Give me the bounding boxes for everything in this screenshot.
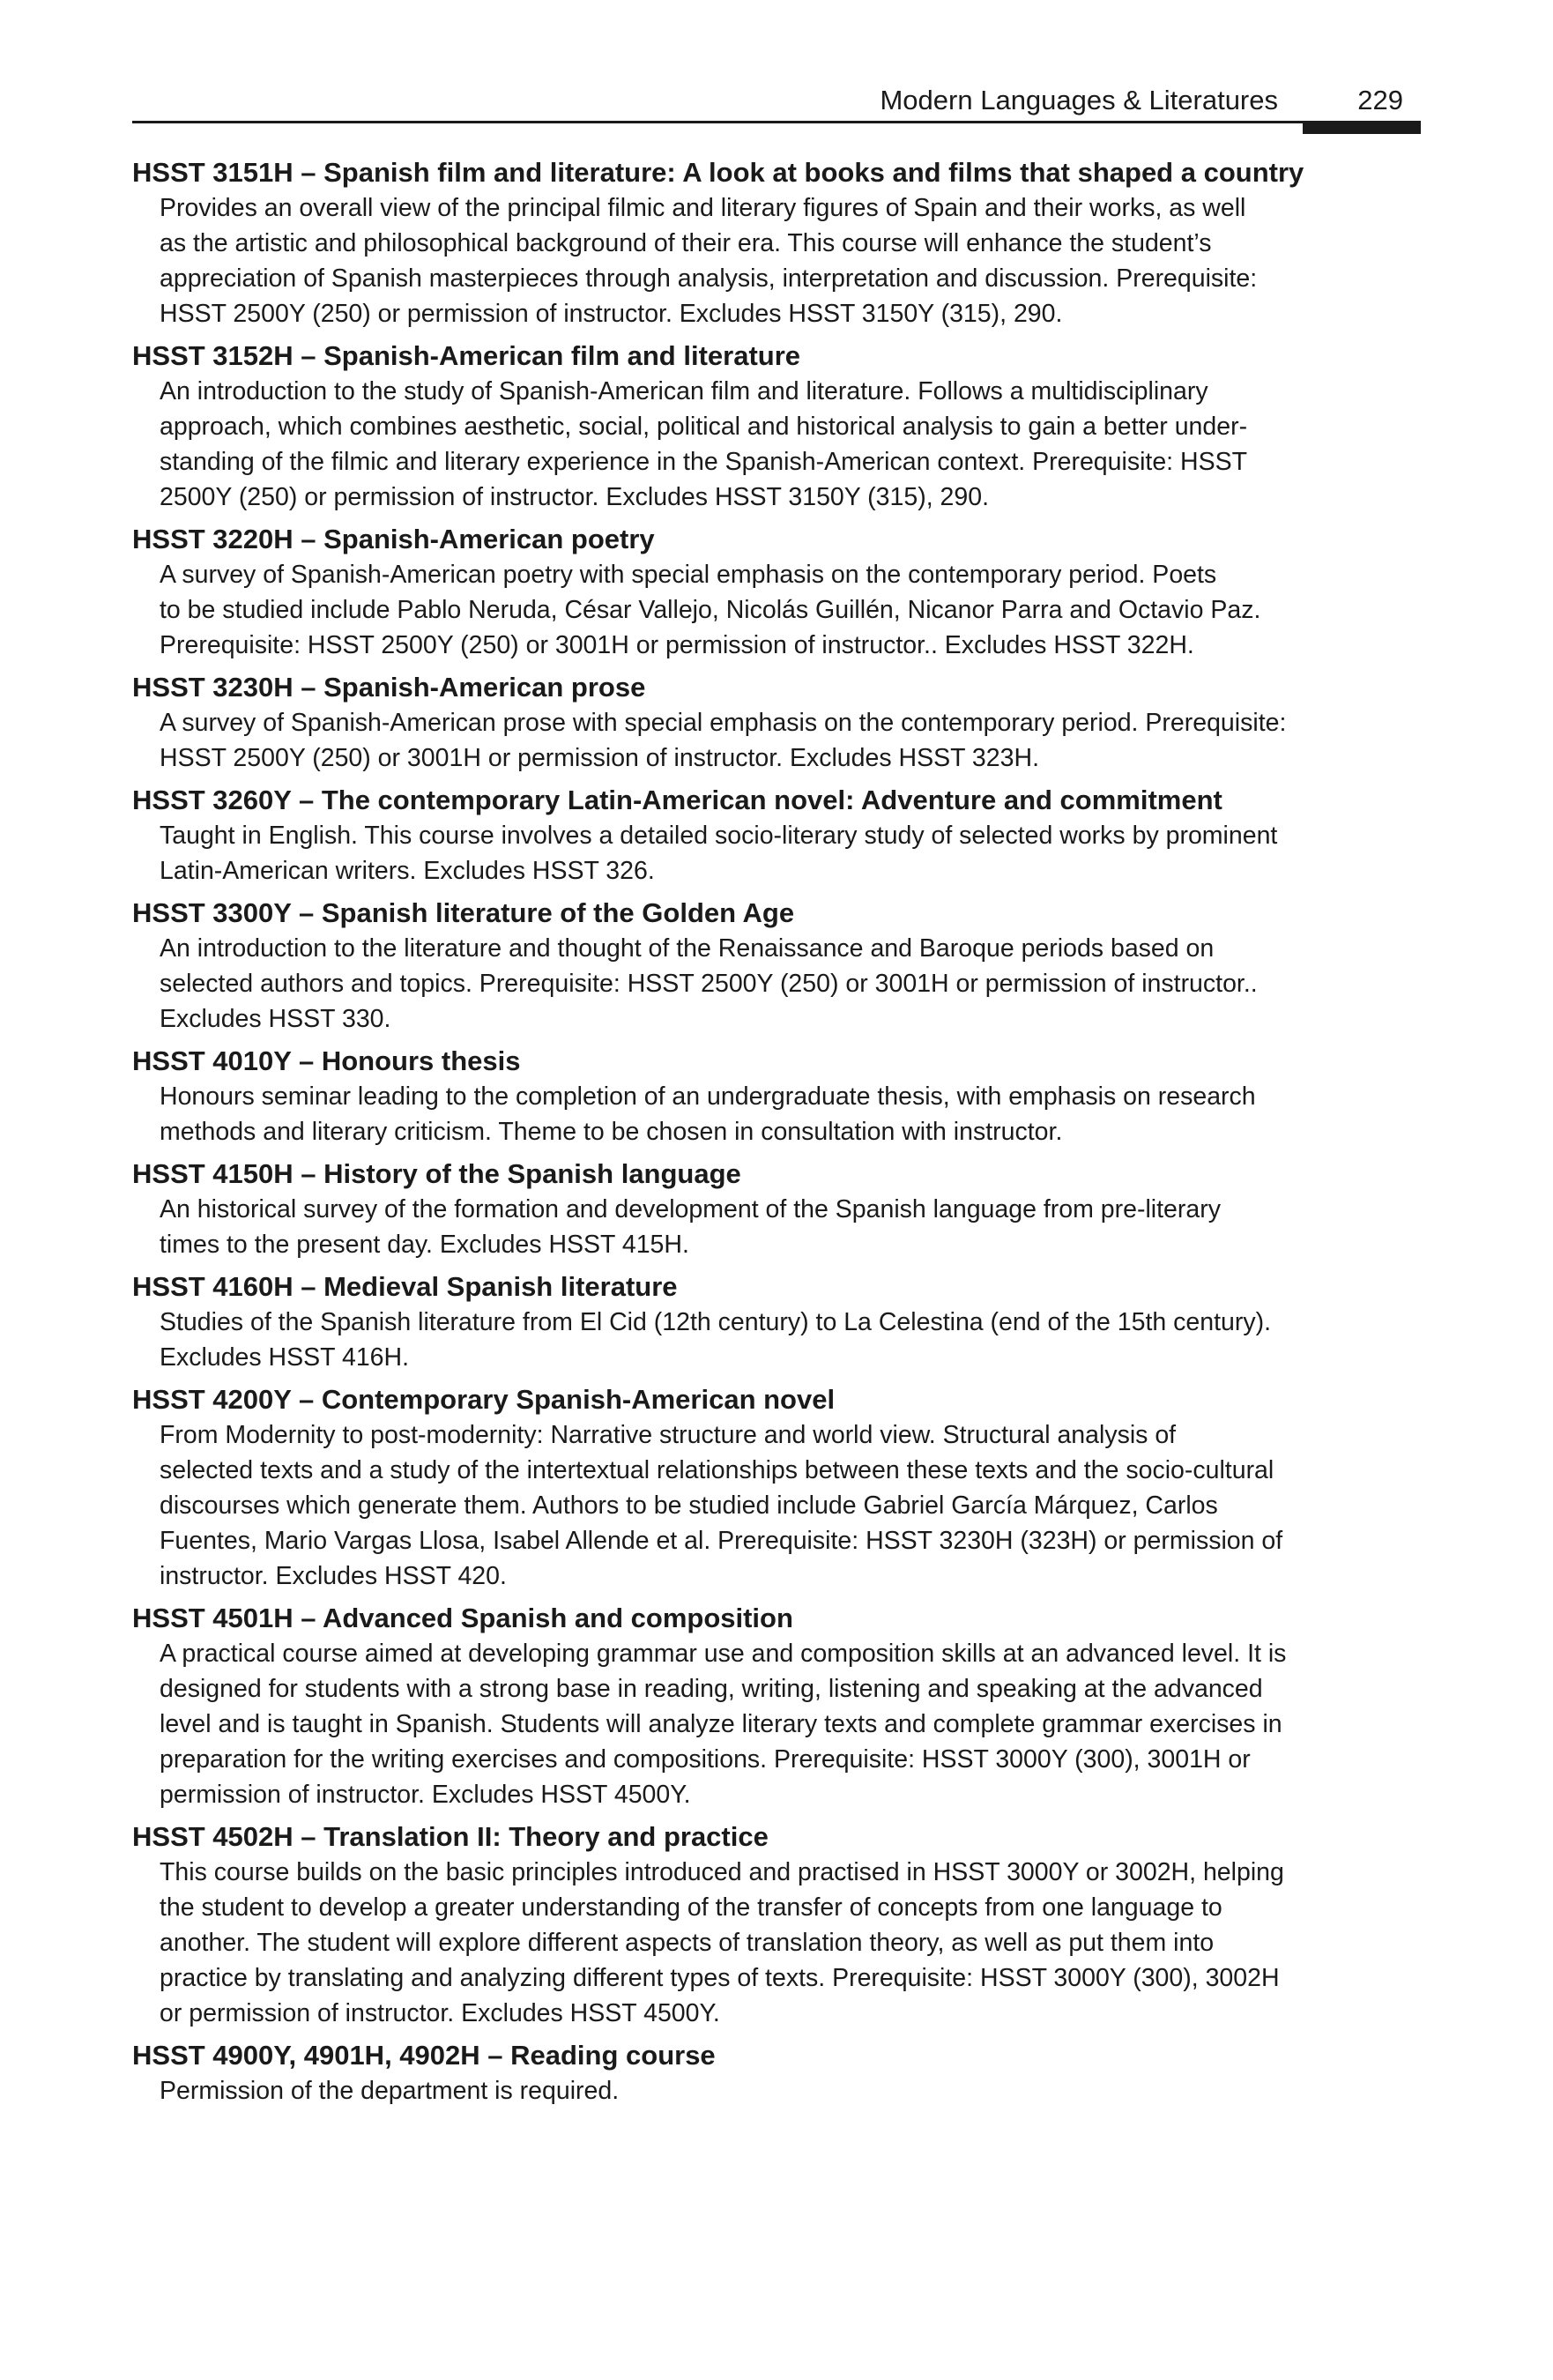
course-title: HSST 4010Y – Honours thesis <box>132 1045 521 1076</box>
course-title: HSST 4502H – Translation II: Theory and practice <box>132 1821 769 1852</box>
course-entry <box>132 1269 1421 1375</box>
course-description: A survey of Spanish-American poetry with special emphasis on the contemporary period. Poets to be studied include Pablo Neruda, César Vallejo, Nicolás Guillén, Nicanor Parra and Octavio Paz. Prerequisite: HSST 2500Y (250) or 3001H or permission of instructor.. Excludes HSST 322H. <box>160 561 1261 659</box>
course-title: HSST 4150H – History of the Spanish language <box>132 1158 741 1189</box>
course-description: Permission of the department is required. <box>160 2077 620 2105</box>
course-entry <box>132 1157 1421 1262</box>
header-rule <box>132 121 1421 123</box>
course-title: HSST 3260Y – The contemporary Latin-American novel: Adventure and commitment <box>132 785 1222 815</box>
page-header <box>132 81 1421 120</box>
course-entry <box>132 2038 1421 2109</box>
course-description: Provides an overall view of the principal filmic and literary figures of Spain and their works, as well as the artistic and philosophical background of their era. This course will enhance the student’s appreciation of Spanish masterpieces through analysis, interpretation and discussion. Prerequisite: HSST 2500Y (250) or permission of instructor. Excludes HSST 3150Y (315), 290. <box>160 194 1258 328</box>
course-description: An introduction to the literature and thought of the Renaissance and Baroque periods based on selected authors and topics. Prerequisite: HSST 2500Y (250) or 3001H or permission of instructor.. Excludes HSST 330. <box>160 934 1258 1033</box>
course-title: HSST 4200Y – Contemporary Spanish-American novel <box>132 1384 836 1415</box>
course-entry <box>132 1044 1421 1149</box>
course-description: This course builds on the basic principles introduced and practised in HSST 3000Y or 3002H, helping the student to develop a greater understanding of the transfer of concepts from one language to another. The student will explore different aspects of translation theory, as well as put them into practice by translating and analyzing different types of texts. Prerequisite: HSST 3000Y (300), 3002H or permission of instructor. Excludes HSST 4500Y. <box>160 1858 1284 2027</box>
page-number: 229 <box>1357 85 1403 115</box>
course-description: An introduction to the study of Spanish-American film and literature. Follows a multidisciplinary approach, which combines aesthetic, social, political and historical analysis to gain a better under- standing of the filmic and literary experience in the Spanish-American context. Prerequisite: HSST 2500Y (250) or permission of instructor. Excludes HSST 3150Y (315), 290. <box>160 377 1248 511</box>
course-entry <box>132 338 1421 515</box>
course-list <box>132 155 1421 2116</box>
course-description: An historical survey of the formation and development of the Spanish language from pre-literary times to the present day. Excludes HSST 415H. <box>160 1195 1221 1259</box>
course-description: Taught in English. This course involves a detailed socio-literary study of selected works by prominent Latin-American writers. Excludes HSST 326. <box>160 822 1278 885</box>
course-entry <box>132 1819 1421 2031</box>
course-entry <box>132 670 1421 776</box>
course-title: HSST 4160H – Medieval Spanish literature <box>132 1271 678 1302</box>
course-entry <box>132 522 1421 663</box>
course-title: HSST 4900Y, 4901H, 4902H – Reading course <box>132 2040 716 2071</box>
course-description: A practical course aimed at developing grammar use and composition skills at an advanced level. It is designed for students with a strong base in reading, writing, listening and speaking at the advanced level and is taught in Spanish. Students will analyze literary texts and complete grammar exercises in preparation for the writing exercises and compositions. Prerequisite: HSST 3000Y (300), 3001H or permission of instructor. Excludes HSST 4500Y. <box>160 1640 1287 1809</box>
header-bar <box>1303 121 1421 134</box>
course-title: HSST 4501H – Advanced Spanish and composition <box>132 1603 793 1633</box>
course-title: HSST 3151H – Spanish film and literature: A look at books and films that shaped a country <box>132 157 1304 188</box>
course-description: Honours seminar leading to the completion of an undergraduate thesis, with emphasis on research methods and literary criticism. Theme to be chosen in consultation with instructor. <box>160 1082 1256 1146</box>
course-title: HSST 3152H – Spanish-American film and literature <box>132 340 801 371</box>
course-entry <box>132 155 1421 331</box>
course-entry <box>132 1382 1421 1594</box>
course-title: HSST 3230H – Spanish-American prose <box>132 672 646 703</box>
course-entry <box>132 783 1421 889</box>
course-description: Studies of the Spanish literature from El Cid (12th century) to La Celestina (end of the 15th century). Excludes HSST 416H. <box>160 1308 1271 1372</box>
section-title: Modern Languages & Literatures <box>880 85 1278 115</box>
course-entry <box>132 896 1421 1037</box>
course-title: HSST 3300Y – Spanish literature of the Golden Age <box>132 897 795 928</box>
course-description: From Modernity to post-modernity: Narrative structure and world view. Structural analysis of selected texts and a study of the intertextual relationships between these texts and the socio-cultural discourses which generate them. Authors to be studied include Gabriel García Márquez, Carlos Fuentes, Mario Vargas Llosa, Isabel Allende et al. Prerequisite: HSST 3230H (323H) or permission of instructor. Excludes HSST 420. <box>160 1421 1283 1590</box>
course-description: A survey of Spanish-American prose with special emphasis on the contemporary period. Prerequisite: HSST 2500Y (250) or 3001H or permission of instructor. Excludes HSST 323H. <box>160 709 1287 772</box>
course-entry <box>132 1601 1421 1812</box>
course-title: HSST 3220H – Spanish-American poetry <box>132 524 655 554</box>
